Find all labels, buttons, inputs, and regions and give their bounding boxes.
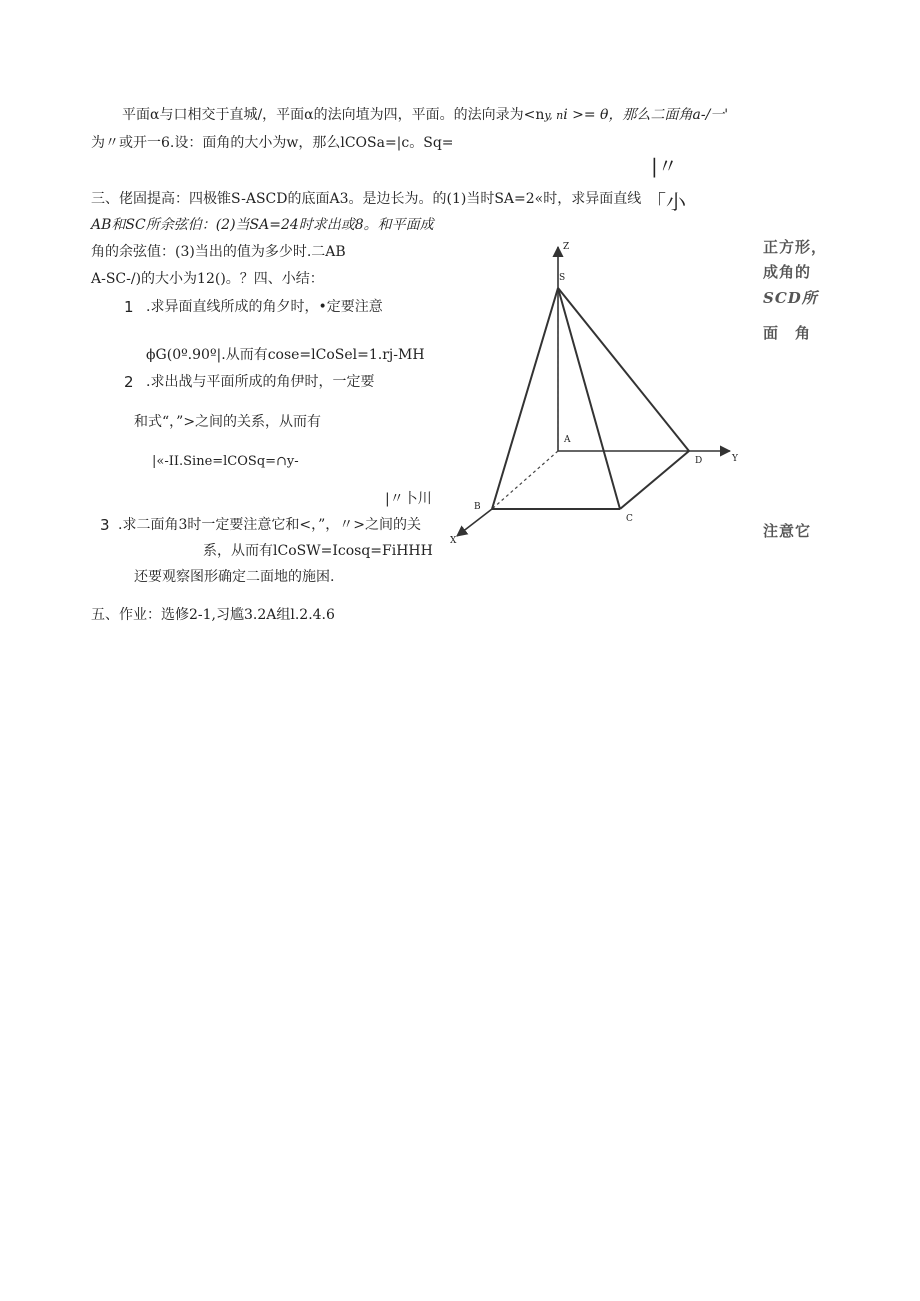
edge-sb (492, 288, 558, 509)
summary-item-2-text: .求出战与平面所成的角伊时，一定要 (146, 374, 375, 390)
summary-item-1-text: .求异面直线所成的角夕时，•定要注意 (146, 299, 383, 315)
axis-label-x: X (450, 536, 457, 546)
edge-sd (558, 288, 689, 451)
point-label-c: C (626, 514, 633, 524)
margin-mark-2: 「小 (646, 190, 686, 214)
summary-item-2-number: 2 (124, 373, 134, 391)
summary-item-3-note: 还要观察图形确定二面地的施困. (134, 569, 335, 585)
text-line-question-2: AB和SC所余弦伯：(2)当SA=24时求出或8。和平面成 (91, 217, 434, 233)
point-label-b: B (474, 502, 481, 512)
edge-sc (558, 288, 620, 509)
margin-mark-1: |〃 (651, 154, 678, 178)
summary-item-3-formula: 系，从而有lCoSW=Icosq=FiHHH (203, 543, 433, 559)
right-note-1: 正方形， (763, 238, 828, 256)
text-line-dihedral-angle: 为〃或开一6.设：面角的大小为w，那么lCOSa=|c。Sq= (91, 135, 454, 151)
text-line-question-3: 角的余弦值：(3)当出的值为多少时.二AB (91, 244, 346, 260)
edge-ab-hidden (492, 451, 558, 509)
section-consolidation-heading: 三、佬固提高：四极锥S-ASCD的底面A3。是边长为。的(1)当时SA=2«时，求异面直线 (91, 191, 642, 207)
summary-item-3-text: .求二面角3时一定要注意它和<，”，〃>之间的关 (118, 517, 421, 533)
x-axis (457, 509, 492, 536)
summary-item-1-number: 1 (124, 298, 134, 316)
axis-label-y: Y (732, 454, 738, 464)
right-note-2: 成角的 (763, 263, 812, 281)
text-line-summary-heading: A-SC-/)的大小为12()。？四、小结： (91, 271, 324, 287)
summary-item-2-formula: |«-II.Sine=lCOSq=∩y- (152, 454, 299, 469)
right-note-3: SCD所 (763, 289, 818, 307)
point-label-d: D (695, 456, 703, 466)
point-label-s: S (559, 273, 566, 283)
axis-label-z: Z (563, 242, 570, 252)
text-line-plane-normals: 平面α与口相交于直城/，平面α的法向埴为四，平面。的法向录为<ny, ni >= θ，那么二面角a-/一' (122, 107, 729, 123)
right-note-5: 注意它 (763, 522, 812, 540)
summary-item-1-formula: ϕG(0º.90º|.从而有cose=lCoSel=1.rj-MH (146, 347, 425, 363)
edge-cd (620, 451, 689, 509)
margin-mark-3: |〃卜川 (385, 491, 432, 507)
homework-line: 五、作业：选修2-1,习尴3.2A组l.2.4.6 (91, 607, 335, 623)
point-label-a: A (564, 435, 571, 445)
summary-item-2-relation: 和式“，”>之间的关系，从而有 (134, 414, 322, 430)
right-note-4: 面 角 (763, 324, 812, 342)
summary-item-3-number: 3 (100, 516, 110, 534)
pyramid-figure (440, 235, 760, 550)
